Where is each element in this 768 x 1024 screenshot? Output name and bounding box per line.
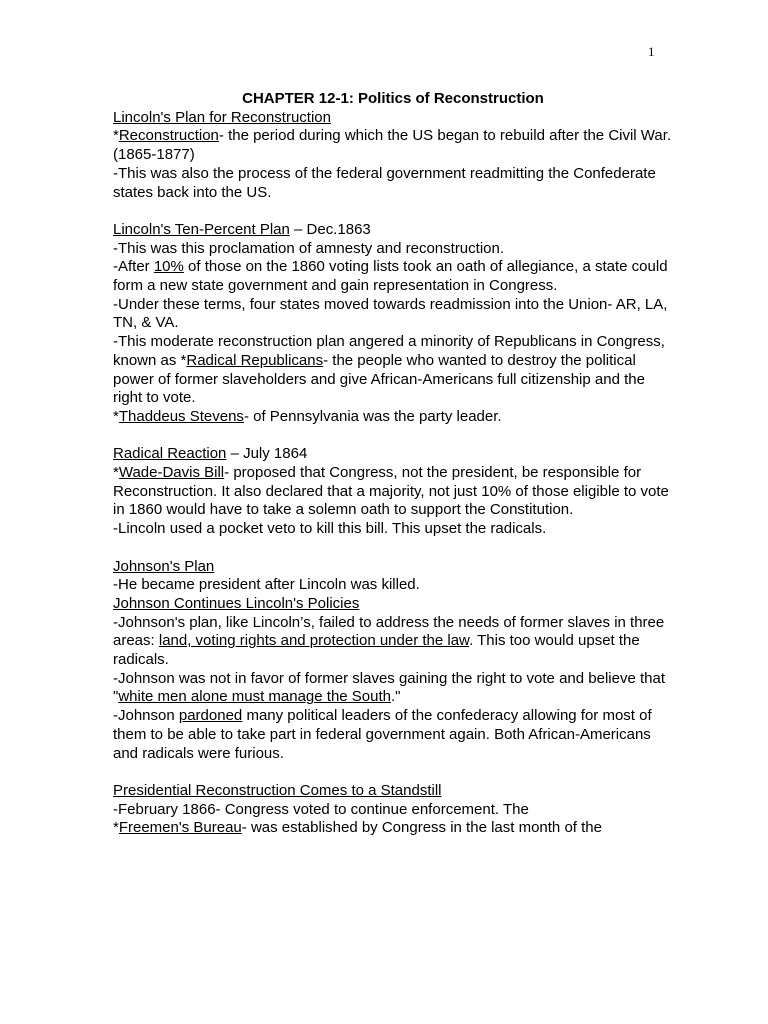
paragraph: -Johnson pardoned many political leaders of the confederacy allowing for most of them to be able to take part in federal government again. Both African-Americans and radicals were furious. (113, 707, 652, 762)
section-heading-standstill: Presidential Reconstruction Comes to a Standstill (113, 781, 442, 799)
document-body (113, 90, 673, 838)
key-term: Thaddeus Stevens (118, 407, 244, 425)
chapter-title: CHAPTER 12-1: Politics of Reconstruction (242, 90, 544, 107)
paragraph: -He became president after Lincoln was killed. (113, 576, 420, 594)
key-term: Freemen's Bureau (118, 819, 242, 837)
paragraph: -Johnson's plan, like Lincoln’s, failed to address the needs of former slaves in three areas: land, voting rights and protection under the law. This too would upset the radicals. (113, 613, 665, 669)
section-heading-radical-reaction: Radical Reaction – July 1864 (113, 445, 308, 463)
paragraph: *Freemen's Bureau- was established by Congress in the last month of the (113, 819, 602, 837)
section-heading-johnson-plan: Johnson's Plan (113, 557, 215, 575)
key-term: Wade-Davis Bill (118, 464, 225, 482)
key-term: white men alone must manage the South (118, 688, 391, 706)
paragraph: -This moderate reconstruction plan angered a minority of Republicans in Congress, known as *Radical Republicans- the people who wanted to destroy the political power of former slaveholders and give African-Americans full citizenship and the right to vote. (113, 333, 665, 407)
key-term: 10% (153, 258, 184, 276)
paragraph: -This was also the process of the federal government readmitting the Confederate states back into the US. (113, 164, 656, 201)
paragraph: *Wade-Davis Bill- proposed that Congress, not the president, be responsible for Reconstruction. It also declared that a majority, not just 10% of those eligible to vote in 1860 would have to take a solemn oath to support the Constitution. (113, 464, 669, 519)
section-heading-lincoln-plan: Lincoln's Plan for Reconstruction (113, 108, 331, 126)
key-term: land, voting rights and protection under the law (158, 632, 470, 650)
key-term: Reconstruction (118, 127, 219, 145)
key-term: pardoned (178, 707, 243, 725)
paragraph: -Under these terms, four states moved towards readmission into the Union- AR, LA, TN, & VA. (113, 295, 668, 332)
paragraph: *Thaddeus Stevens- of Pennsylvania was the party leader. (113, 407, 502, 425)
key-term: Radical Republicans (186, 351, 324, 369)
paragraph: -After 10% of those on the 1860 voting lists took an oath of allegiance, a state could form a new state government and gain representation in Congress. (113, 258, 668, 295)
page-number: 1 (648, 44, 655, 59)
paragraph: -Lincoln used a pocket veto to kill this bill. This upset the radicals. (113, 520, 547, 538)
subheading-johnson-continues: Johnson Continues Lincoln's Policies (113, 594, 360, 612)
paragraph: -February 1866- Congress voted to continue enforcement. The (113, 800, 529, 818)
paragraph: -This was this proclamation of amnesty and reconstruction. (113, 239, 505, 257)
section-heading-ten-percent-plan: Lincoln's Ten-Percent Plan – Dec.1863 (113, 220, 371, 238)
paragraph: -Johnson was not in favor of former slaves gaining the right to vote and believe that "white men alone must manage the South." (113, 669, 665, 706)
paragraph: *Reconstruction- the period during which the US began to rebuild after the Civil War. (1865-1877) (113, 127, 672, 164)
